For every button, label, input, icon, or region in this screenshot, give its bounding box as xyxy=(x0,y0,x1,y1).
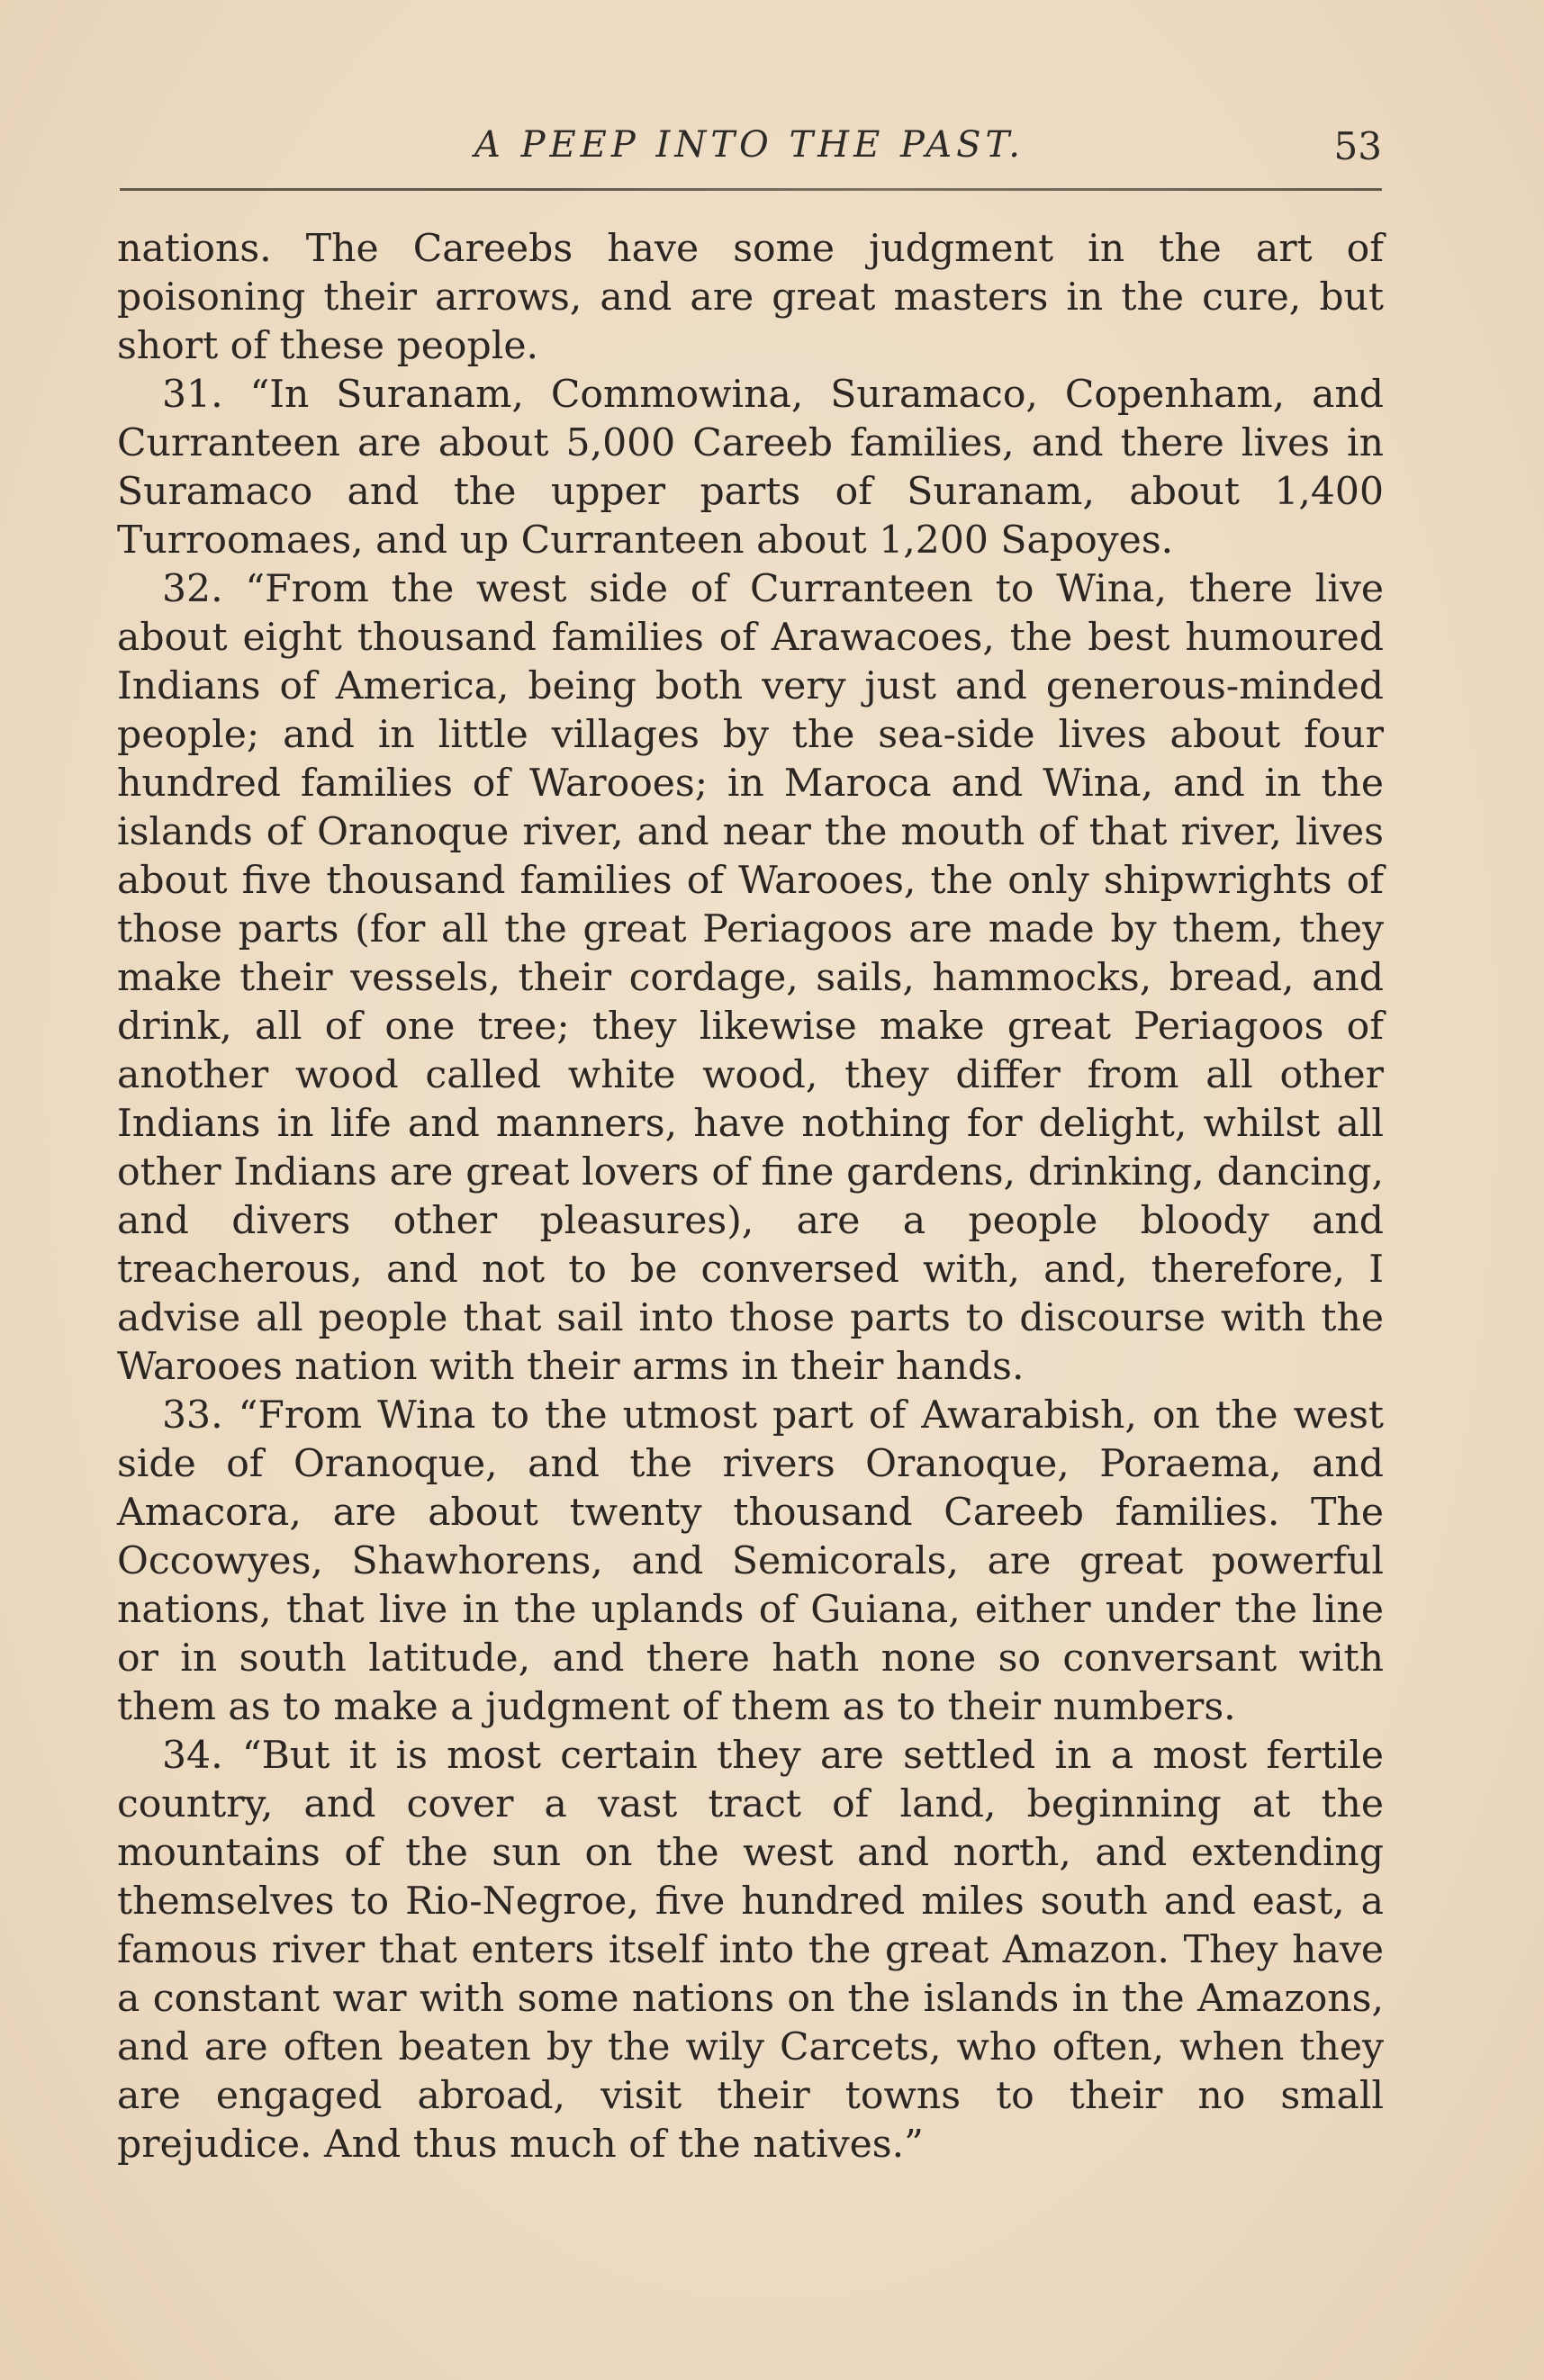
paragraph-continuation: nations. The Careebs have some judgment in the art of poisoning their arrows, and are great masters in the cure, but short of these people. xyxy=(117,227,1384,368)
paragraph-33: 33. “From Wina to the utmost part of Awarabish, on the west side of Oranoque, and the rivers Oranoque, Poraema, and Amacora, are about twenty thousand Careeb families. The Occowyes, Shawhorens, and Semicorals, are great powerful nations, that live in the uplands of Guiana, either under the line or in south latitude, and there hath none so conversant with them as to make a judgment of them as to their numbers. xyxy=(117,1393,1384,1729)
body-text xyxy=(117,225,1384,2169)
running-title: A PEEP INTO THE PAST. xyxy=(474,124,1025,166)
page-header xyxy=(117,124,1382,178)
header-rule xyxy=(120,188,1382,191)
paragraph-32: 32. “From the west side of Curranteen to Wina, there live about eight thousand families of Arawacoes, the best humoured Indians of America, being both very just and generous-minded people; and in little villages by the sea-side lives about four hundred families of Warooes; in Maroca and Wina, and in the islands of Oranoque river, and near the mouth of that river, lives about five thousand families of Warooes, the only shipwrights of those parts (for all the great Periagoos are made by them, they make their vessels, their cordage, sails, hammocks, bread, and drink, all of one tree; they likewise make great Periagoos of another wood called white wood, they differ from all other Indians in life and manners, have nothing for delight, whilst all other Indians are great lovers of fine gardens, drinking, dancing, and divers other pleasures), are a people bloody and treacherous, and not to be conversed with, and, therefore, I advise all people that sail into those parts to discourse with the Warooes nation with their arms in their hands. xyxy=(117,567,1384,1389)
paragraph-34: 34. “But it is most certain they are settled in a most fertile country, and cover a vast tract of land, beginning at the mountains of the sun on the west and north, and extending themselves to Rio-Negroe, five hundred miles south and east, a famous river that enters itself into the great Amazon. They have a constant war with some nations on the islands in the Amazons, and are often beaten by the wily Carcets, who often, when they are engaged abroad, visit their towns to their no small prejudice. And thus much of the natives.” xyxy=(117,1734,1384,2167)
paragraph-31: 31. “In Suranam, Commowina, Suramaco, Copenham, and Curranteen are about 5,000 Careeb families, and there lives in Suramaco and the upper parts of Suranam, about 1,400 Turroomaes, and up Curranteen about 1,200 Sapoyes. xyxy=(117,373,1384,563)
page-number: 53 xyxy=(1333,124,1382,168)
